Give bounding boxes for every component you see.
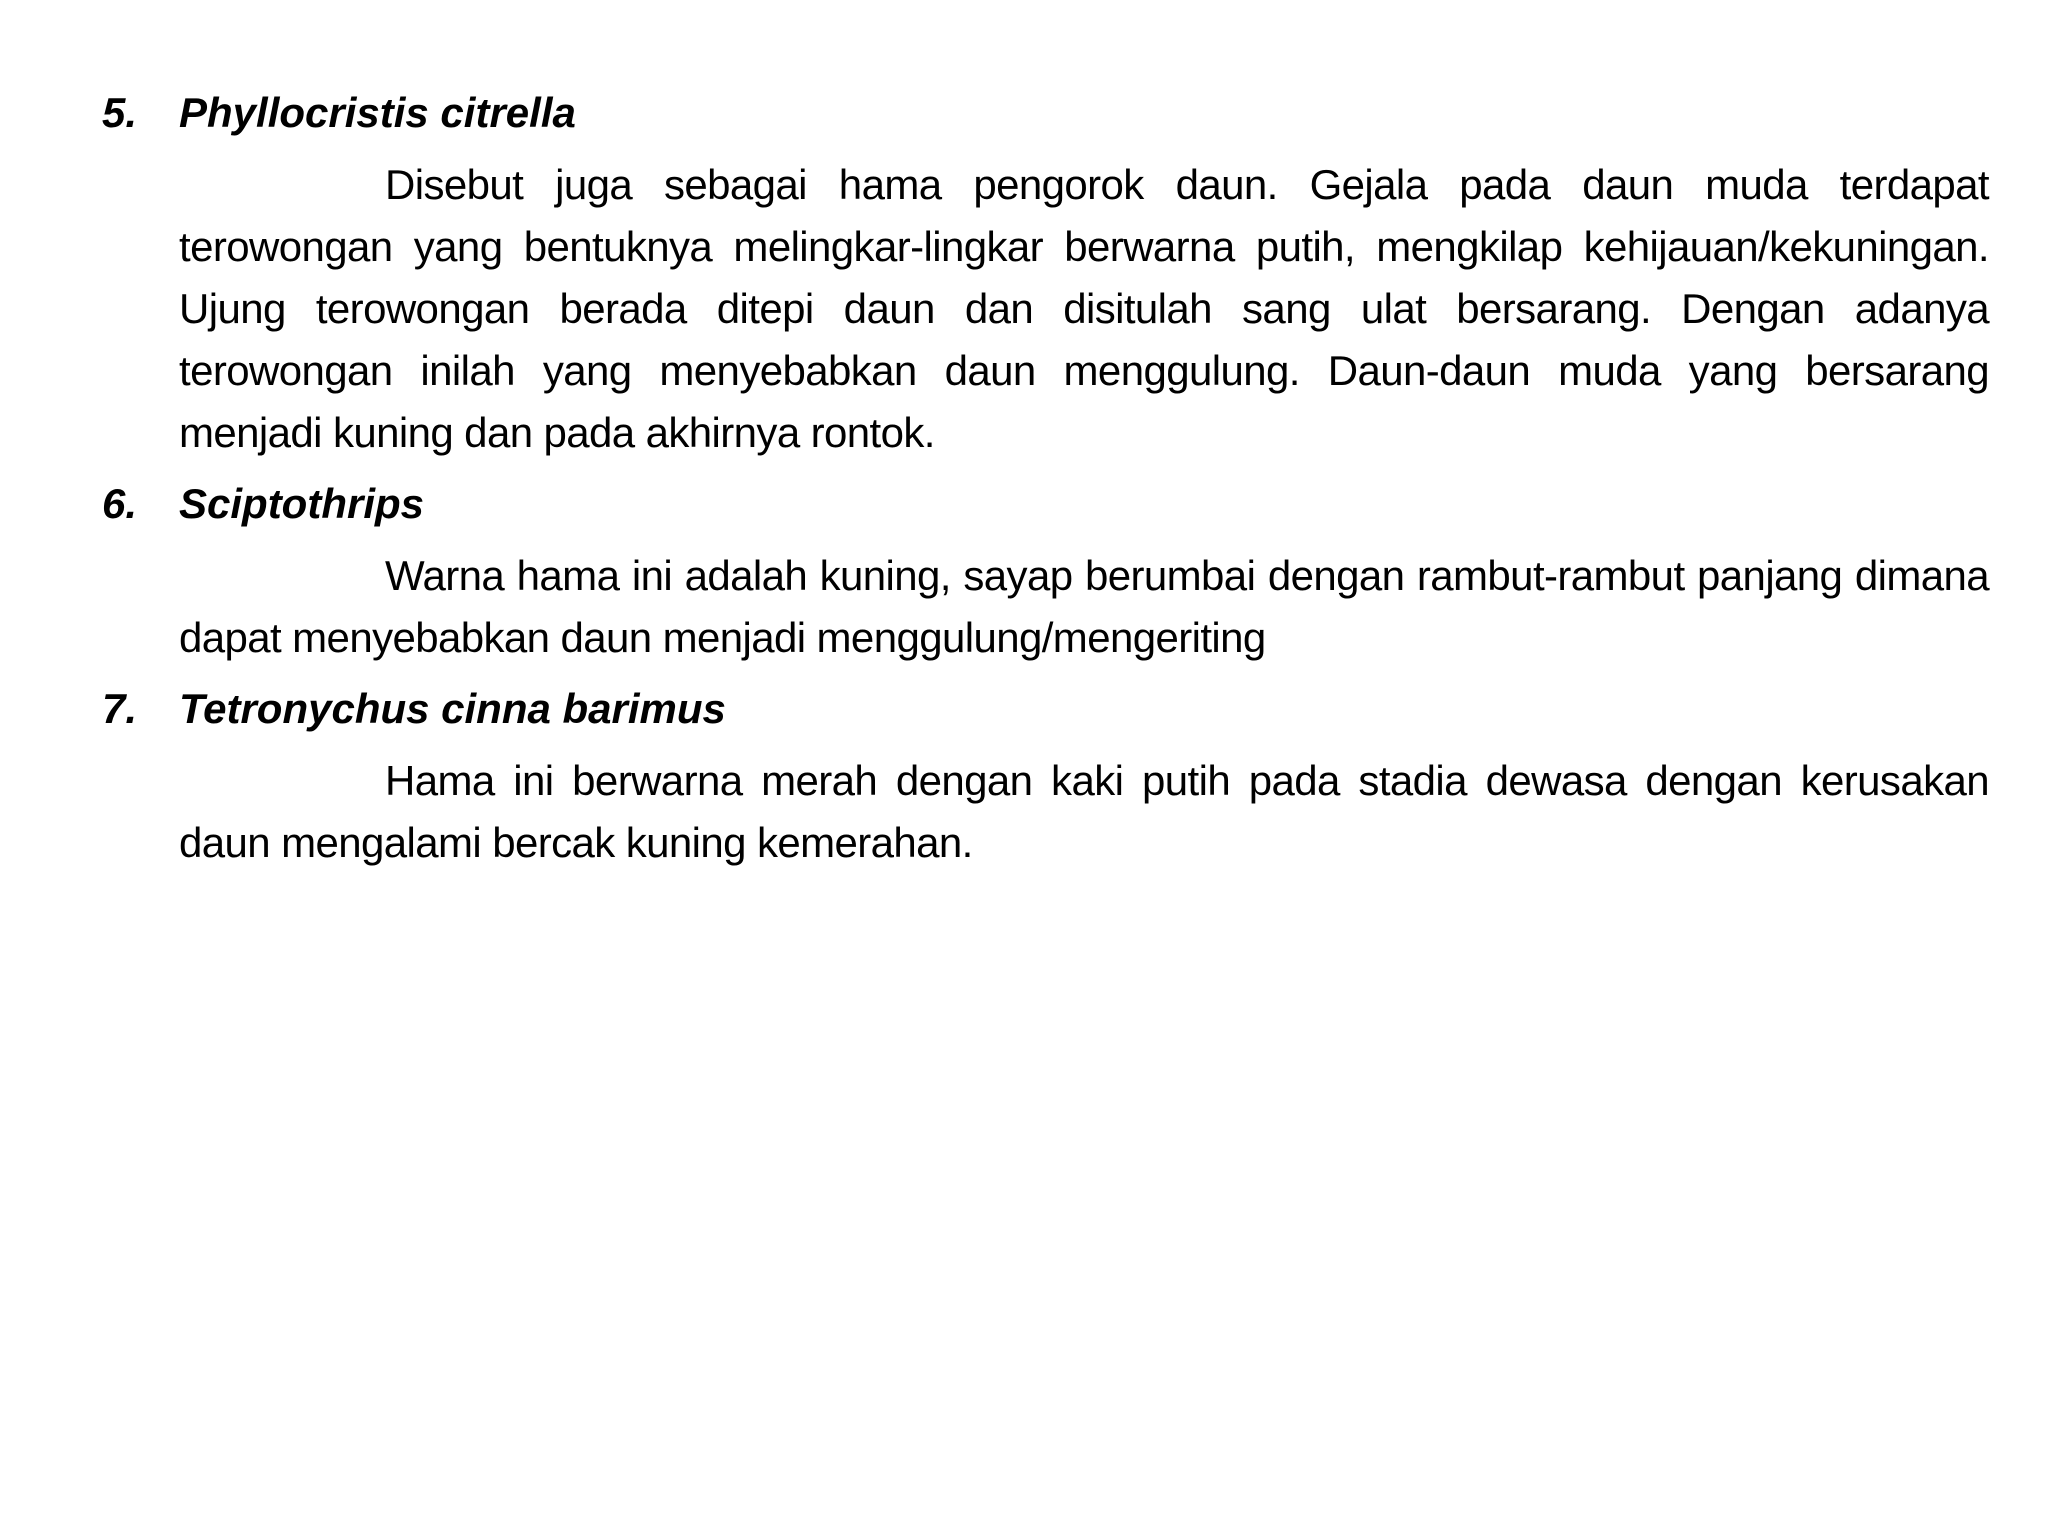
item-number: 5. — [102, 89, 138, 136]
list-item-phyllocristis — [102, 82, 1989, 464]
pest-list — [102, 82, 1989, 874]
item-name: Tetronychus cinna barimus — [179, 685, 726, 732]
item-name: Sciptothrips — [179, 480, 425, 527]
list-item-tetronychus — [102, 678, 1989, 874]
item-description: Hama ini berwarna merah dengan kaki putih pada stadia dewasa dengan kerusakan daun mengalami bercak kuning kemerahan. — [179, 757, 1989, 866]
item-name: Phyllocristis citrella — [179, 89, 576, 136]
item-description: Disebut juga sebagai hama pengorok daun. Gejala pada daun muda terdapat terowongan yang bentuknya melingkar-lingkar berwarna putih, mengkilap kehijauan/kekuningan. Ujung terowongan berada ditepi daun dan disitulah sang ulat bersarang. Dengan adanya terowongan inilah yang menyebabkan daun menggulung. Daun-daun muda yang bersarang menjadi kuning dan pada akhirnya rontok. — [179, 161, 1989, 456]
item-number: 7. — [102, 685, 138, 732]
item-number: 6. — [102, 480, 138, 527]
list-item-sciptothrips — [102, 473, 1989, 669]
item-description: Warna hama ini adalah kuning, sayap berumbai dengan rambut-rambut panjang dimana dapat menyebabkan daun menjadi menggulung/mengeriting — [179, 552, 1989, 661]
